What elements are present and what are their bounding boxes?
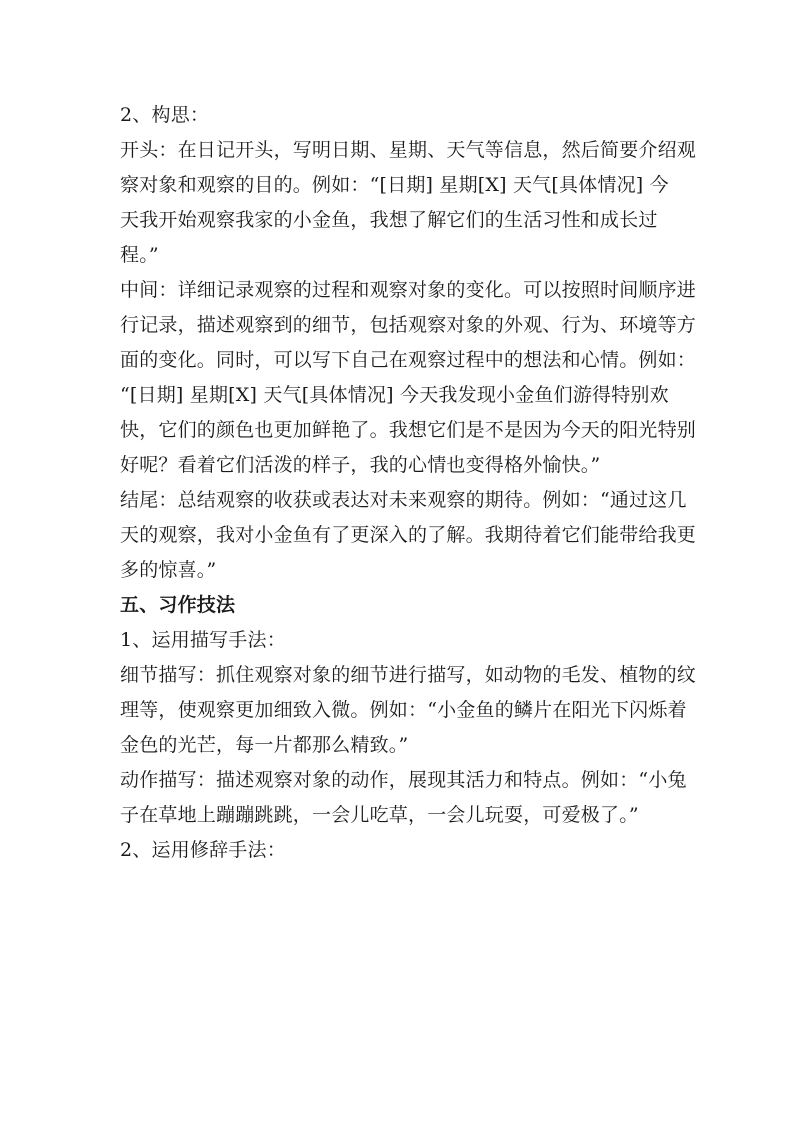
text-line: 多的惊喜。” bbox=[120, 559, 217, 581]
text-line: 天我开始观察我家的小金鱼，我想了解它们的生活习性和成长过 bbox=[120, 209, 658, 231]
paragraph-action bbox=[120, 763, 687, 833]
text-line: 快，它们的颜色也更加鲜艳了。我想它们是不是因为今天的阳光特别 bbox=[120, 419, 697, 441]
paragraph-middle bbox=[120, 273, 697, 483]
text-line: 察对象和观察的目的。例如：“[日期] 星期[X] 天气[具体情况] 今 bbox=[120, 174, 669, 196]
text-line: 结尾：总结观察的收获或表达对未来观察的期待。例如：“通过这几 bbox=[120, 489, 687, 511]
paragraph-ending bbox=[120, 483, 697, 588]
text-line: 1、运用描写手法： bbox=[120, 629, 286, 651]
paragraph-detail bbox=[120, 658, 697, 763]
text-line: “[日期] 星期[X] 天气[具体情况] 今天我发现小金鱼们游得特别欢 bbox=[120, 384, 669, 406]
text-line: 金色的光芒，每一片都那么精致。” bbox=[120, 734, 409, 756]
text-line: 子在草地上蹦蹦跳跳，一会儿吃草，一会儿玩耍，可爱极了。” bbox=[120, 804, 639, 826]
text-line: 理等，使观察更加细致入微。例如：“小金鱼的鳞片在阳光下闪烁着 bbox=[120, 699, 687, 721]
text-line: 中间：详细记录观察的过程和观察对象的变化。可以按照时间顺序进 bbox=[120, 279, 697, 301]
text-line: 动作描写：描述观察对象的动作，展现其活力和特点。例如：“小兔 bbox=[120, 769, 687, 791]
paragraph-opening bbox=[120, 133, 697, 273]
subheading-conception bbox=[120, 98, 680, 133]
document-page bbox=[120, 98, 697, 868]
text-line: 细节描写：抓住观察对象的细节进行描写，如动物的毛发、植物的纹 bbox=[120, 664, 697, 686]
subheading-rhetoric bbox=[120, 833, 680, 868]
text-line: 开头：在日记开头，写明日期、星期、天气等信息，然后简要介绍观 bbox=[120, 139, 697, 161]
section-heading-techniques bbox=[120, 588, 680, 623]
text-line: 2、运用修辞手法： bbox=[120, 839, 286, 861]
subheading-description bbox=[120, 623, 680, 658]
text-line: 行记录，描述观察到的细节，包括观察对象的外观、行为、环境等方 bbox=[120, 314, 697, 336]
section-heading: 五、习作技法 bbox=[120, 594, 236, 616]
text-line: 面的变化。同时，可以写下自己在观察过程中的想法和心情。例如： bbox=[120, 349, 697, 371]
text-line: 程。” bbox=[120, 244, 159, 266]
text-line: 好呢？看着它们活泼的样子，我的心情也变得格外愉快。” bbox=[120, 454, 601, 476]
text-line: 天的观察，我对小金鱼有了更深入的了解。我期待着它们能带给我更 bbox=[120, 524, 697, 546]
text-line: 2、构思： bbox=[120, 104, 210, 126]
